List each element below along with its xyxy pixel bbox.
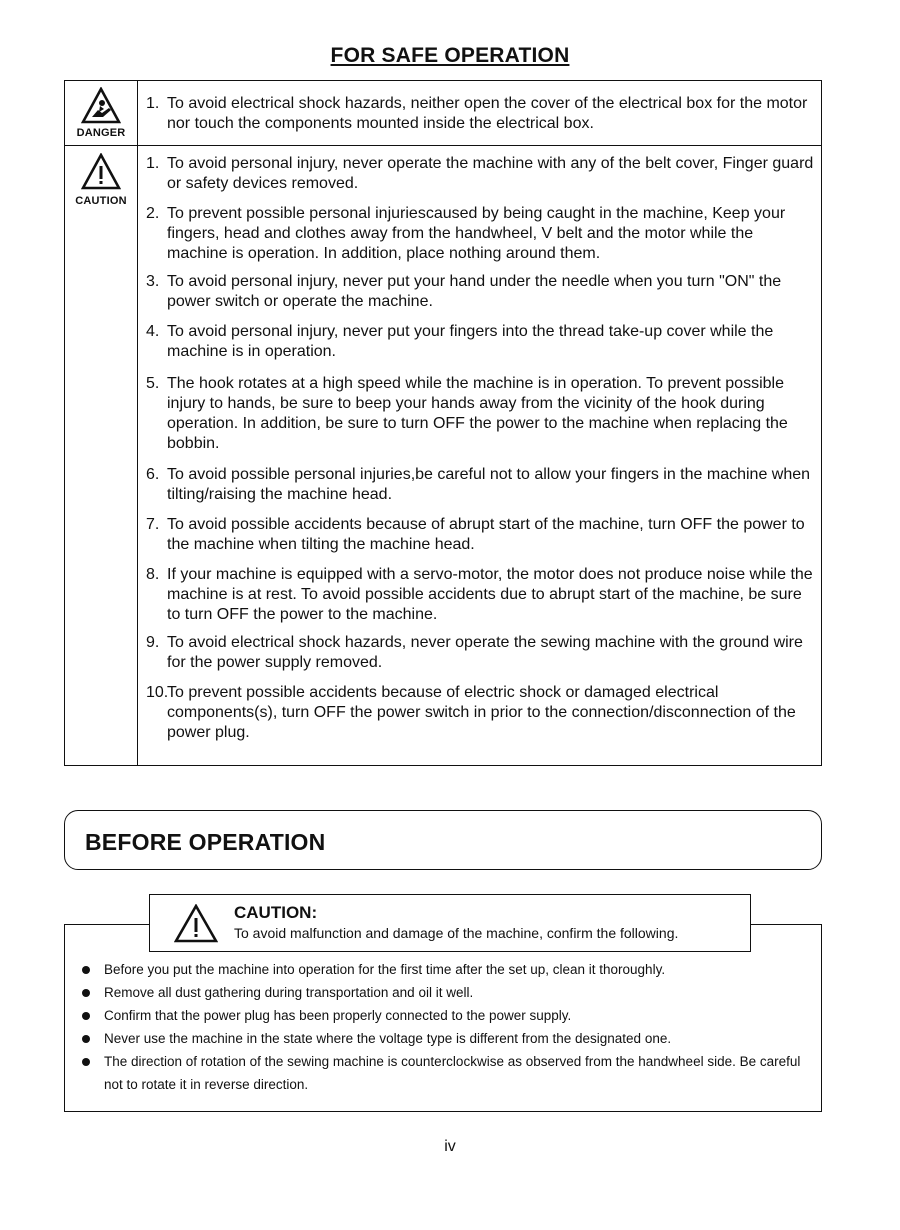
item-number: 1. [146, 95, 160, 112]
item-text: To prevent possible accidents because of electric shock or damaged electrical components(s), turn OFF the power switch in prior to the connection/disconnection of the power plug. [167, 684, 796, 741]
caution-item [146, 322, 818, 362]
list-item [82, 958, 812, 981]
warning-exclamation-icon [81, 153, 121, 191]
list-item-text: Before you put the machine into operation for the first time after the set up, clean it thoroughly. [104, 962, 666, 977]
list-item [82, 1050, 812, 1096]
caution-item [146, 633, 818, 673]
item-text: To prevent possible personal injuriescaused by being caught in the machine, Keep your fingers, head and clothes away from the handwheel, V belt and the motor while the machine is operation. In addition, place nothing around them. [167, 205, 786, 262]
bullet-icon [82, 1035, 90, 1043]
caution-heading: CAUTION: [234, 903, 318, 922]
item-text: To avoid personal injury, never put your hand under the needle when you turn "ON" the power switch or operate the machine. [167, 273, 782, 310]
page-title: FOR SAFE OPERATION [330, 44, 570, 67]
danger-item [146, 94, 818, 134]
caution-header [149, 894, 751, 952]
item-number: 8. [146, 566, 160, 583]
caution-item [146, 515, 818, 555]
list-item [82, 1004, 812, 1027]
table-divider-vertical [137, 81, 138, 765]
before-operation-banner [64, 810, 822, 870]
caution-box-top-border [751, 924, 822, 925]
electric-hazard-icon [81, 87, 121, 125]
bullet-icon [82, 1058, 90, 1066]
caution-item [146, 272, 818, 312]
item-text: The hook rotates at a high speed while the machine is in operation. To prevent possible injury to hands, be sure to beep your hands away from the vicinity of the hook during operation. In addition, be sure to turn OFF the power to the machine when replacing the bobbin. [167, 375, 788, 452]
list-item-text: Never use the machine in the state where the voltage type is different from the designated one. [104, 1031, 672, 1046]
list-item-text: Remove all dust gathering during transportation and oil it well. [104, 985, 474, 1000]
item-text: To avoid possible accidents because of abrupt start of the machine, turn OFF the power to the machine when tilting the machine head. [167, 516, 805, 553]
caution-item [146, 374, 818, 454]
caution-box-top-border [64, 924, 150, 925]
caution-item [146, 154, 818, 194]
caution-item [146, 565, 818, 625]
table-divider-horizontal [65, 145, 821, 146]
item-number: 1. [146, 155, 160, 172]
danger-label: DANGER [76, 127, 126, 139]
caution-item [146, 465, 818, 505]
list-item-text: Confirm that the power plug has been properly connected to the power supply. [104, 1008, 572, 1023]
list-item-text: The direction of rotation of the sewing machine is counterclockwise as observed from the handwheel side. Be careful not to rotate it in reverse direction. [104, 1054, 801, 1092]
caution-item [146, 683, 818, 743]
caution-cell [65, 153, 137, 207]
caution-subtext: To avoid malfunction and damage of the machine, confirm the following. [234, 925, 679, 941]
item-number: 10. [146, 684, 169, 701]
item-text: To avoid electrical shock hazards, never operate the sewing machine with the ground wire for the power supply removed. [167, 634, 803, 671]
list-item [82, 981, 812, 1004]
item-number: 6. [146, 466, 160, 483]
item-number: 9. [146, 634, 160, 651]
item-number: 3. [146, 273, 160, 290]
item-number: 2. [146, 205, 160, 222]
warning-exclamation-icon [174, 904, 218, 944]
item-text: To avoid personal injury, never put your fingers into the thread take-up cover while the machine is in operation. [167, 323, 774, 360]
danger-cell [65, 87, 137, 139]
item-number: 7. [146, 516, 160, 533]
list-item [82, 1027, 812, 1050]
item-number: 4. [146, 323, 160, 340]
item-text: To avoid personal injury, never operate the machine with any of the belt cover, Finger guard or safety devices removed. [167, 155, 814, 192]
item-number: 5. [146, 375, 160, 392]
item-text: If your machine is equipped with a servo-motor, the motor does not produce noise while the machine is at rest. To avoid possible accidents due to abrupt start of the machine, be sure to turn OFF the power to the machine. [167, 566, 813, 623]
item-text: To avoid possible personal injuries,be careful not to allow your fingers in the machine when tilting/raising the machine head. [167, 466, 811, 503]
bullet-icon [82, 989, 90, 997]
bullet-icon [82, 966, 90, 974]
page-number: iv [444, 1138, 456, 1155]
bullet-icon [82, 1012, 90, 1020]
section-title: BEFORE OPERATION [85, 829, 326, 855]
item-text: To avoid electrical shock hazards, neither open the cover of the electrical box for the motor nor touch the components mounted inside the electrical box. [167, 95, 808, 132]
caution-item [146, 204, 818, 264]
caution-label: CAUTION [75, 195, 127, 207]
